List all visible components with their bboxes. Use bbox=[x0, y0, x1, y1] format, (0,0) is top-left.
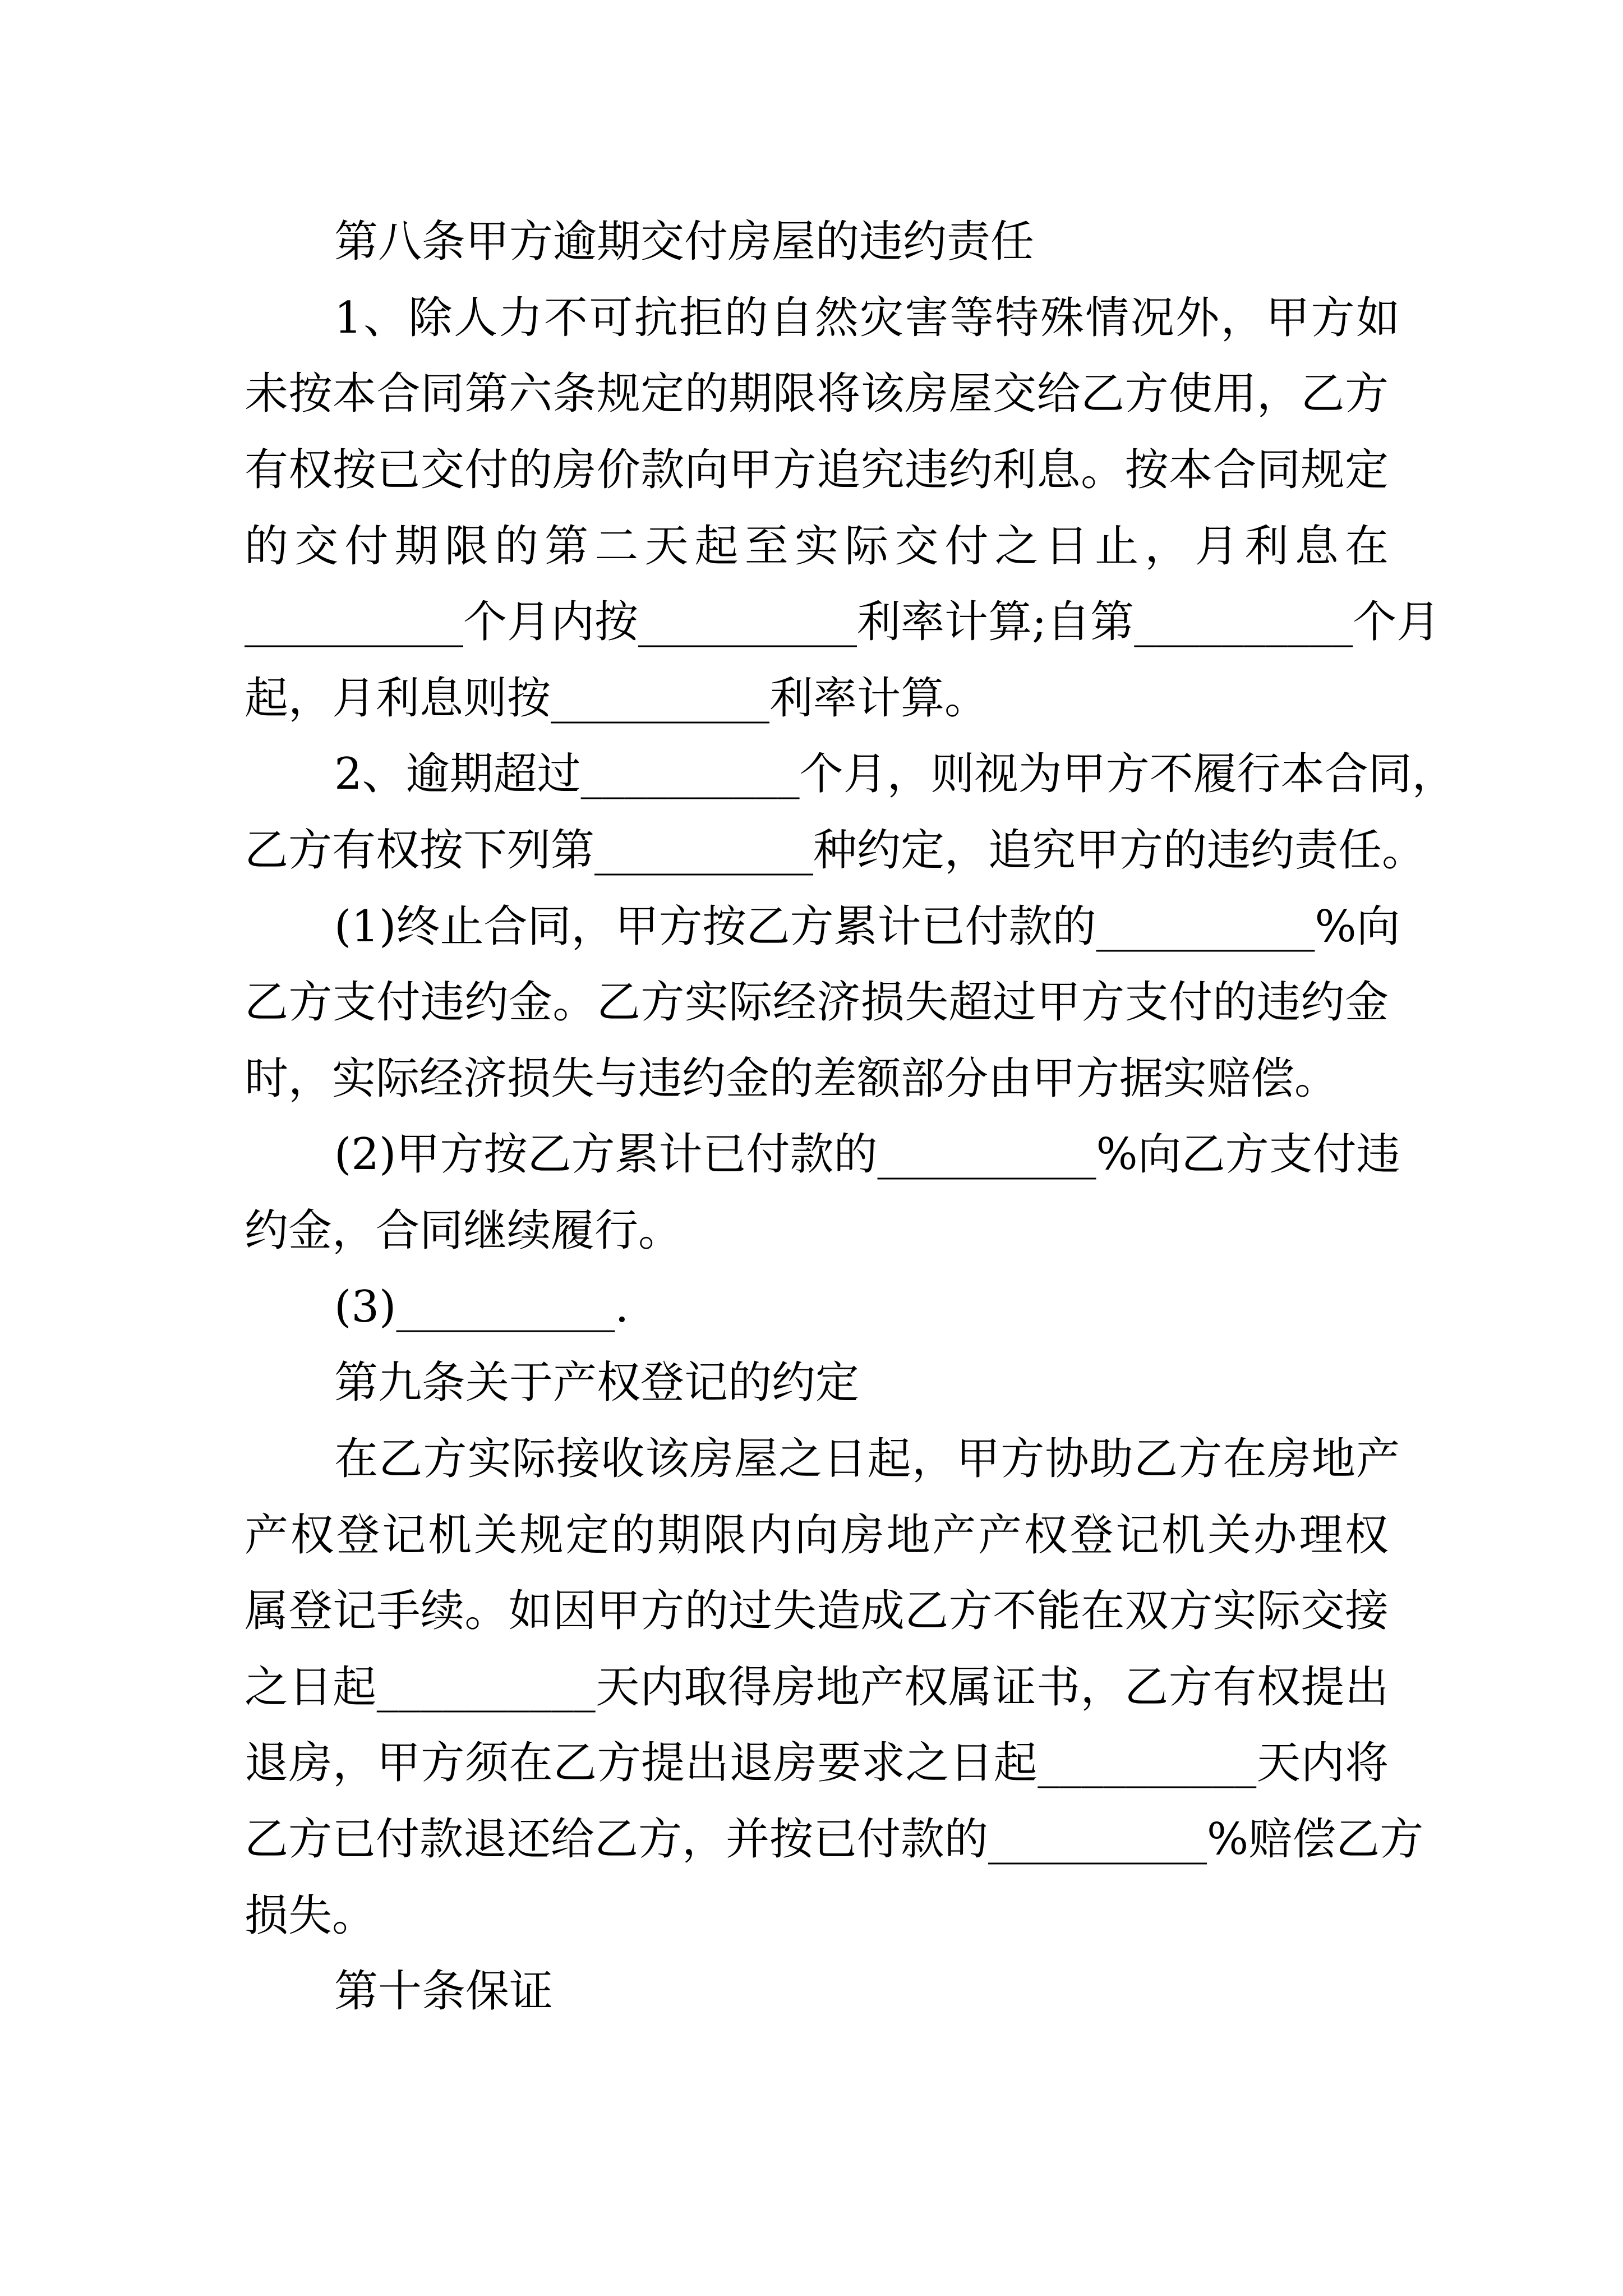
paragraph-line: __________个月内按__________利率计算;自第__________个月 bbox=[245, 597, 1441, 647]
paragraph-line: 损失。 bbox=[245, 1890, 376, 1941]
article-8-heading: 第八条甲方逾期交付房屋的违约责任 bbox=[334, 217, 1035, 267]
paragraph-line: 之日起__________天内取得房地产权属证书，乙方有权提出 bbox=[245, 1662, 1389, 1713]
paragraph-line: 乙方支付违约金。乙方实际经济损失超过甲方支付的违约金 bbox=[245, 977, 1389, 1028]
paragraph-line: 退房，甲方须在乙方提出退房要求之日起__________天内将 bbox=[245, 1738, 1389, 1788]
paragraph-line: 时，实际经济损失与违约金的差额部分由甲方据实赔偿。 bbox=[245, 1053, 1339, 1104]
article-9-heading: 第九条关于产权登记的约定 bbox=[334, 1358, 860, 1408]
paragraph-line: 乙方有权按下列第__________种约定，追究甲方的违约责任。 bbox=[245, 825, 1426, 876]
paragraph-line: 在乙方实际接收该房屋之日起，甲方协助乙方在房地产 bbox=[334, 1434, 1400, 1484]
paragraph-line: 未按本合同第六条规定的期限将该房屋交给乙方使用，乙方 bbox=[245, 369, 1389, 419]
paragraph-line: (3)__________. bbox=[334, 1282, 629, 1332]
paragraph-line: (1)终止合同，甲方按乙方累计已付款的__________%向 bbox=[334, 901, 1400, 952]
paragraph-line: 1、除人力不可抗拒的自然灾害等特殊情况外，甲方如 bbox=[334, 293, 1400, 343]
paragraph-line: 约金，合同继续履行。 bbox=[245, 1205, 683, 1256]
paragraph-line: 产权登记机关规定的期限内向房地产产权登记机关办理权 bbox=[245, 1510, 1389, 1561]
paragraph-line: 乙方已付款退还给乙方，并按已付款的__________%赔偿乙方 bbox=[245, 1814, 1424, 1865]
paragraph-line: 2、逾期超过__________个月，则视为甲方不履行本合同， bbox=[334, 749, 1456, 799]
article-10-heading: 第十条保证 bbox=[334, 1966, 554, 2017]
paragraph-line: (2)甲方按乙方累计已付款的__________%向乙方支付违 bbox=[334, 1129, 1400, 1180]
paragraph-line: 的交付期限的第二天起至实际交付之日止，月利息在 bbox=[245, 521, 1389, 572]
paragraph-line: 起，月利息则按__________利率计算。 bbox=[245, 673, 989, 724]
paragraph-line: 有权按已交付的房价款向甲方追究违约利息。按本合同规定 bbox=[245, 445, 1389, 495]
paragraph-line: 属登记手续。如因甲方的过失造成乙方不能在双方实际交接 bbox=[245, 1586, 1389, 1636]
